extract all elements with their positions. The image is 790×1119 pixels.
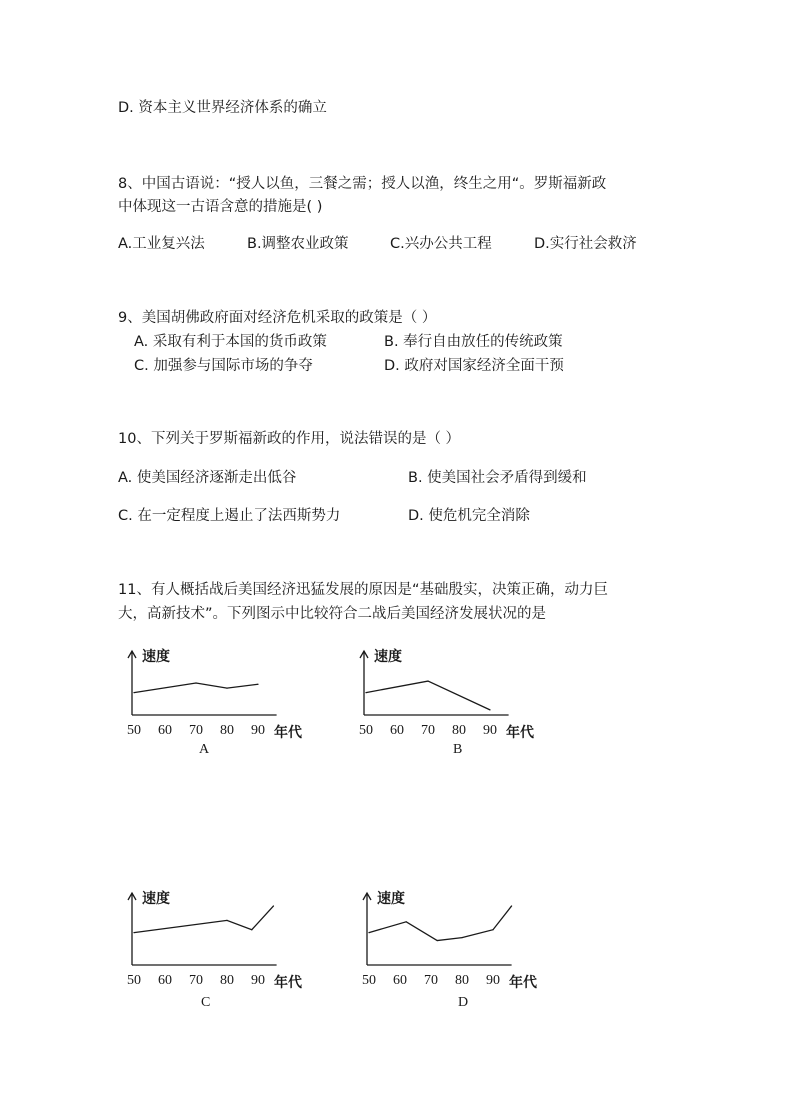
series-line [366,681,490,710]
x-tick-label: 90 [251,973,265,988]
q7-option-d: D. 资本主义世界经济体系的确立 [118,100,327,116]
x-tick-label: 70 [189,973,203,988]
chart-a [120,645,350,741]
x-axis-unit: 年代 [274,975,302,991]
data-point [257,684,258,685]
data-point [226,920,227,921]
x-tick-label: 60 [158,723,172,738]
data-point [437,940,438,941]
chart-b-label: B [453,742,463,757]
data-point [406,921,407,922]
x-axis-unit: 年代 [506,725,534,741]
chart-d-label: D [458,995,469,1010]
q8-stem-line1: 8、中国古语说：“授人以鱼，三餐之需；授人以渔，终生之用“。罗斯福新政 [118,176,607,192]
x-tick-label: 50 [362,973,376,988]
chart-d [355,887,585,991]
q10-option-b: B. 使美国社会矛盾得到缓和 [408,470,587,486]
x-tick-label: 50 [127,723,141,738]
x-tick-label: 70 [189,723,203,738]
y-axis-label: 速度 [377,891,405,907]
data-point [133,932,134,933]
series-line [134,906,274,933]
q9-stem: 9、美国胡佛政府面对经济危机采取的政策是（ ） [118,310,437,326]
x-tick-label: 50 [127,973,141,988]
series-line [134,683,258,693]
x-tick-label: 90 [251,723,265,738]
q8-option-a: A.工业复兴法 [118,236,205,252]
q10-stem: 10、下列关于罗斯福新政的作用，说法错误的是（ ） [118,431,461,447]
data-point [489,709,490,710]
x-axis-unit: 年代 [274,725,302,741]
x-tick-label: 60 [393,973,407,988]
data-point [492,929,493,930]
x-tick-label: 90 [483,723,497,738]
data-point [368,932,369,933]
data-point [461,937,462,938]
q8-stem-line2: 中体现这一古语含意的措施是( ) [118,199,323,215]
series-line [369,906,512,941]
q8-option-b: B.调整农业政策 [247,236,349,252]
chart-c-label: C [201,995,211,1010]
x-tick-label: 80 [455,973,469,988]
q9-option-a: A. 采取有利于本国的货币政策 [134,334,327,350]
chart-a-label: A [199,742,210,757]
data-point [133,692,134,693]
chart-b [352,645,582,741]
data-point [251,929,252,930]
x-tick-label: 90 [486,973,500,988]
x-tick-label: 60 [390,723,404,738]
q10-option-d: D. 使危机完全消除 [408,508,530,524]
data-point [427,680,428,681]
q9-option-c: C. 加强参与国际市场的争夺 [134,358,313,374]
x-tick-label: 80 [452,723,466,738]
x-tick-label: 50 [359,723,373,738]
y-axis-label: 速度 [374,649,402,665]
data-point [226,688,227,689]
q10-option-a: A. 使美国经济逐渐走出低谷 [118,470,297,486]
q8-option-c: C.兴办公共工程 [390,236,492,252]
data-point [195,682,196,683]
q8-option-d: D.实行社会救济 [534,236,637,252]
data-point [511,905,512,906]
q11-stem-line1: 11、有人概括战后美国经济迅猛发展的原因是“基础殷实，决策正确，动力巨 [118,582,608,598]
data-point [365,692,366,693]
q9-option-b: B. 奉行自由放任的传统政策 [384,334,563,350]
x-tick-label: 70 [424,973,438,988]
x-axis-unit: 年代 [509,975,537,991]
x-tick-label: 70 [421,723,435,738]
x-tick-label: 80 [220,973,234,988]
chart-c [120,887,350,991]
q9-option-d: D. 政府对国家经济全面干预 [384,358,564,374]
data-point [273,905,274,906]
x-tick-label: 60 [158,973,172,988]
y-axis-label: 速度 [142,891,170,907]
q10-option-c: C. 在一定程度上遏止了法西斯势力 [118,508,341,524]
x-tick-label: 80 [220,723,234,738]
q11-stem-line2: 大，高新技术”。下列图示中比较符合二战后美国经济发展状况的是 [118,606,547,622]
y-axis-label: 速度 [142,649,170,665]
